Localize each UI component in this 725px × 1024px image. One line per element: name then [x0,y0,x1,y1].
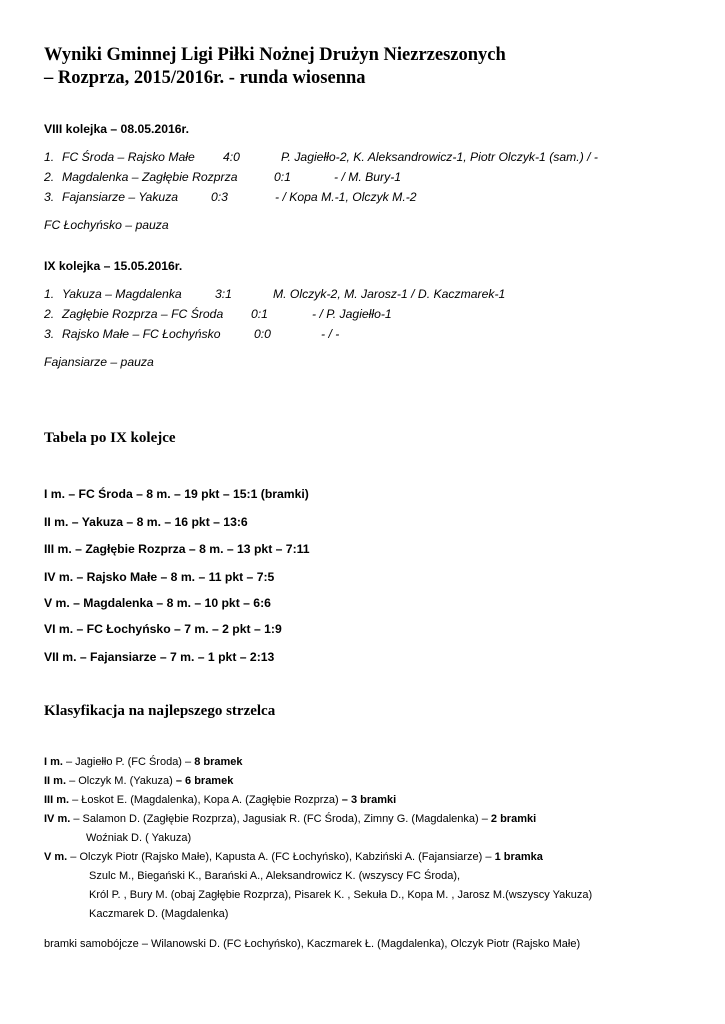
match-score: 0:1 [274,170,291,184]
scorer-place-5-cont: Król P. , Bury M. (obaj Zagłębie Rozprza), Pisarek K. , Sekuła D., Kopa M. , Jarosz M.(wszyscy Yakuza) [89,889,593,901]
round-9-header: IX kolejka – 15.05.2016r. [44,259,183,273]
scorer-names: – Łoskot E. (Magdalenka), Kopa A. (Zagłębie Rozprza) [69,794,342,806]
match-scorers: P. Jagiełło-2, K. Aleksandrowicz-1, Piotr Olczyk-1 (sam.) / - [281,150,598,164]
match-teams: Fajansiarze – Yakuza [62,190,179,204]
goal-count: 2 bramki [490,813,537,825]
table-heading: Tabela po IX kolejce [44,430,176,446]
own-goals: bramki samobójcze – Wilanowski D. (FC Łochyńsko), Kaczmarek Ł. (Magdalenka), Olczyk Piotr (Rajsko Małe) [44,938,581,950]
round-9-match-2 [44,307,392,321]
scorer-place-4 [44,813,536,825]
match-scorers: - / - [321,327,340,341]
place-label: III m. [44,794,70,806]
scorer-names: – Jagiełło P. (FC Środa) – [62,756,195,768]
match-scorers: M. Olczyk-2, M. Jarosz-1 / D. Kaczmarek-1 [273,287,506,301]
scorer-names: – Salamon D. (Zagłębie Rozprza), Jagusiak R. (FC Środa), Zimny G. (Magdalenka) – [70,813,491,825]
scorer-place-5-cont: Szulc M., Biegański K., Barański A., Aleksandrowicz K. (wszyscy FC Środa), [89,870,461,882]
scorer-place-5-cont: Kaczmarek D. (Magdalenka) [89,908,229,920]
round-8-match-1 [44,150,598,164]
place-label: II m. [44,775,67,787]
match-number: 3. [44,190,55,204]
table-row: VII m. – Fajansiarze – 7 m. – 1 pkt – 2:13 [44,650,275,664]
match-teams: FC Środa – Rajsko Małe [62,150,195,164]
place-label: IV m. [44,813,71,825]
goal-count: 1 bramka [494,851,543,863]
match-number: 1. [44,287,55,301]
goal-count: 8 bramek [194,756,243,768]
round-8-match-2 [44,170,402,184]
scorer-place-1 [44,756,243,768]
match-score: 4:0 [223,150,240,164]
table-row: IV m. – Rajsko Małe – 8 m. – 11 pkt – 7:5 [44,570,275,584]
table-row: V m. – Magdalenka – 8 m. – 10 pkt – 6:6 [44,596,271,610]
match-teams: Zagłębie Rozprza – FC Środa [62,307,224,321]
scorer-place-4-cont: Woźniak D. ( Yakuza) [86,832,192,844]
goal-count: – 3 bramki [341,794,397,806]
match-number: 2. [44,307,55,321]
table-row: VI m. – FC Łochyńsko – 7 m. – 2 pkt – 1:9 [44,622,282,636]
round-8-bye: FC Łochyńsko – pauza [44,218,169,232]
scorer-names: – Olczyk M. (Yakuza) [66,775,176,787]
scorer-place-2 [44,775,233,787]
round-9-bye: Fajansiarze – pauza [44,355,154,369]
round-8-match-3 [44,190,417,204]
page-title [44,44,694,90]
round-8-header: VIII kolejka – 08.05.2016r. [44,122,190,136]
round-9-match-3 [44,327,340,341]
title-line-1: Wyniki Gminnej Ligi Piłki Nożnej Drużyn Niezrzeszonych [44,45,506,65]
scorer-place-5 [44,851,543,863]
table-row: II m. – Yakuza – 8 m. – 16 pkt – 13:6 [44,515,248,529]
table-row: I m. – FC Środa – 8 m. – 19 pkt – 15:1 (bramki) [44,487,309,501]
match-scorers: - / P. Jagiełło-1 [312,307,392,321]
match-score: 0:3 [211,190,228,204]
match-scorers: - / M. Bury-1 [334,170,402,184]
match-teams: Magdalenka – Zagłębie Rozprza [62,170,238,184]
match-score: 0:1 [251,307,268,321]
scorer-place-3 [44,794,396,806]
match-number: 2. [44,170,55,184]
match-scorers: - / Kopa M.-1, Olczyk M.-2 [275,190,417,204]
match-number: 1. [44,150,55,164]
goal-count: – 6 bramek [175,775,234,787]
place-label: I m. [44,756,63,768]
match-score: 3:1 [215,287,232,301]
place-label: V m. [44,851,68,863]
scorers-heading: Klasyfikacja na najlepszego strzelca [44,703,276,719]
match-teams: Yakuza – Magdalenka [62,287,182,301]
match-teams: Rajsko Małe – FC Łochyńsko [62,327,221,341]
match-number: 3. [44,327,55,341]
scorer-names: – Olczyk Piotr (Rajsko Małe), Kapusta A. (FC Łochyńsko), Kabziński A. (Fajansiarze) – [67,851,495,863]
table-row: III m. – Zagłębie Rozprza – 8 m. – 13 pkt – 7:11 [44,542,310,556]
round-9-match-1 [44,287,506,301]
match-score: 0:0 [254,327,271,341]
title-line-2: – Rozprza, 2015/2016r. - runda wiosenna [44,68,366,88]
